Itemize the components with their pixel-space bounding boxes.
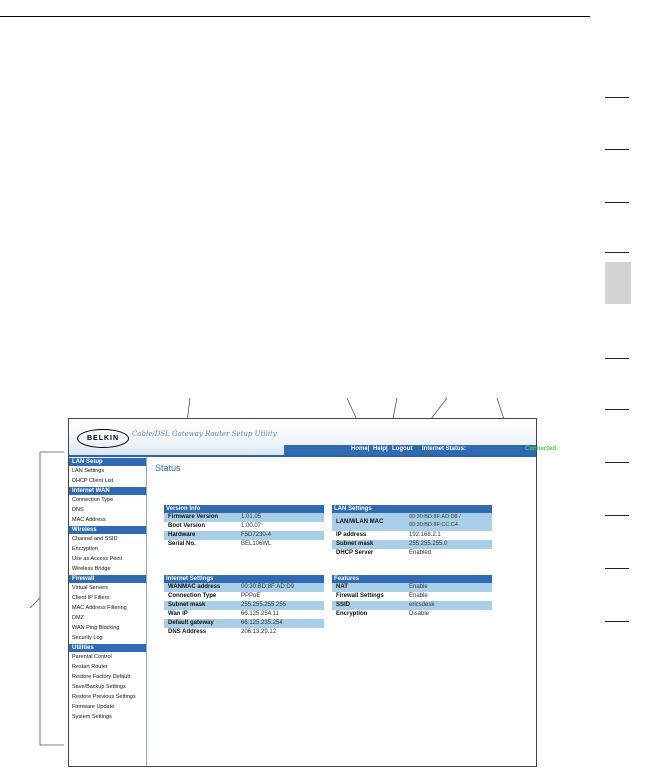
- panel-row-value: Enable: [409, 584, 428, 590]
- panel-row: [332, 601, 492, 610]
- callout-sidebar-leader: [30, 598, 40, 608]
- panel-row: [164, 601, 324, 610]
- sidebar-item[interactable]: LAN Settings: [72, 468, 105, 474]
- internet-status-label: Internet Status:: [422, 446, 467, 452]
- router-screenshot: [68, 418, 557, 767]
- sidebar-item[interactable]: Restart Router: [72, 664, 108, 670]
- panel-row: [332, 549, 492, 558]
- panel-row: [164, 540, 324, 549]
- panel-row: [164, 522, 324, 531]
- version-info-panel: [164, 505, 324, 549]
- panel-row-value: PPPoE: [241, 593, 261, 599]
- sidebar-heading: Internet WAN: [69, 487, 146, 495]
- logout-link[interactable]: Logout: [392, 446, 413, 452]
- panel-row-label: Subnet mask: [336, 541, 374, 547]
- callout-sidebar-bracket: [40, 452, 64, 745]
- panel-row: [164, 619, 324, 628]
- sidebar-item[interactable]: Restore Previous Settings: [72, 694, 136, 700]
- sidebar-menu: [69, 457, 147, 766]
- lan-settings-title: LAN Settings: [332, 505, 492, 513]
- panel-row-value: F5D7230-4: [241, 532, 272, 538]
- panel-row-value: 66.125.254.11: [241, 611, 279, 617]
- panel-row-label: Serial No.: [168, 541, 196, 547]
- panel-row-value: 1.01.05: [241, 514, 262, 520]
- sidebar-item[interactable]: Encryption: [72, 546, 98, 552]
- panel-row: [164, 628, 324, 637]
- sidebar-item[interactable]: Parental Control: [72, 654, 112, 660]
- panel-row-value: 255.255.255.0: [409, 541, 448, 547]
- internet-status-value: Connected: [525, 446, 557, 452]
- panel-row-value: 66.125.235.254: [241, 620, 283, 626]
- panel-row-value: 1.00.07: [241, 523, 262, 529]
- features-panel: [332, 575, 492, 619]
- sidebar-item[interactable]: Wireless Bridge: [72, 566, 111, 572]
- panel-row-label: Firmware Version: [168, 514, 219, 520]
- panel-row-label: Wan IP: [168, 611, 188, 617]
- panel-row-label: Encryption: [336, 611, 368, 617]
- sidebar-item[interactable]: Restore Factory Default: [72, 674, 131, 680]
- sidebar-heading: Firewall: [69, 575, 146, 583]
- sidebar-heading: Wireless: [69, 526, 146, 534]
- internet-settings-panel: [164, 575, 324, 637]
- panel-row-value: 00:30:BD:8F:AD:D8 / 00:30:BD:8F:CC:C4: [409, 514, 461, 528]
- panel-row: [164, 513, 324, 522]
- panel-row-label: LAN/WLAN MAC: [336, 519, 384, 525]
- app-title: Cable/DSL Gateway Router Setup Utility: [132, 430, 277, 438]
- features-title: Features: [332, 575, 492, 583]
- panel-row-label: Firewall Settings: [336, 593, 384, 599]
- sidebar-item[interactable]: WAN Ping Blocking: [72, 625, 120, 631]
- panel-row: [332, 540, 492, 549]
- panel-row-value: Disable: [409, 611, 430, 617]
- panel-row: [332, 610, 492, 619]
- panel-row-label: Hardware: [168, 532, 196, 538]
- panel-row-value: 255.255.255.255: [241, 602, 287, 608]
- panel-row: [332, 583, 492, 592]
- panel-row: [164, 531, 324, 540]
- panel-row-label: Default gateway: [168, 620, 214, 626]
- panel-row-value: Enabled: [409, 550, 432, 556]
- panel-row-label: Subnet mask: [168, 602, 206, 608]
- panel-row: [164, 583, 324, 592]
- sidebar-item[interactable]: Connection Type: [72, 497, 114, 503]
- panel-row-value: BEL106WL: [241, 541, 272, 547]
- sidebar-item[interactable]: Security Log: [72, 635, 103, 641]
- sidebar-item[interactable]: MAC Address: [72, 517, 106, 523]
- panel-row-label: DHCP Server: [336, 550, 374, 556]
- panel-row-value: 192.168.2.1: [409, 532, 441, 538]
- internet-settings-title: Internet Settings: [164, 575, 324, 583]
- panel-row-label: IP address: [336, 532, 367, 538]
- sidebar-item[interactable]: Client IP Filters: [72, 595, 110, 601]
- panel-row-label: NAT: [336, 584, 348, 590]
- sidebar-item[interactable]: DHCP Client List: [72, 478, 114, 484]
- panel-row: [332, 513, 492, 531]
- sidebar-item[interactable]: System Settings: [72, 714, 112, 720]
- top-nav-bar: [284, 445, 557, 455]
- sidebar-item[interactable]: DNS: [72, 507, 84, 513]
- sidebar-item[interactable]: MAC Address Filtering: [72, 605, 127, 611]
- panel-row-label: SSID: [336, 602, 351, 608]
- sidebar-item[interactable]: Firmware Update: [72, 704, 115, 710]
- sidebar-heading: Utilities: [69, 644, 146, 652]
- home-link[interactable]: Home|: [351, 446, 370, 452]
- panel-row-label: WANMAC address: [168, 584, 221, 590]
- sidebar-item[interactable]: Channel and SSID: [72, 536, 118, 542]
- panel-row-value: ericsdesk: [409, 602, 435, 608]
- router-banner: [69, 419, 557, 457]
- sidebar-item[interactable]: Virtual Servers: [72, 585, 108, 591]
- panel-row-value: 00:30:BD:8F:AD:D9: [241, 584, 295, 590]
- belkin-logo: BELKIN: [77, 429, 129, 448]
- panel-row: [164, 610, 324, 619]
- sidebar-item[interactable]: Use as Access Point: [72, 556, 123, 562]
- lan-settings-panel: [332, 505, 492, 558]
- panel-row-value: Enable: [409, 593, 428, 599]
- panel-row-value: 206.13.29.12: [241, 629, 277, 635]
- sidebar-item[interactable]: Save/Backup Settings: [72, 684, 126, 690]
- panel-row: [332, 592, 492, 601]
- panel-row: [164, 592, 324, 601]
- panel-row-label: Boot Version: [168, 523, 206, 529]
- panel-row-label: Connection Type: [168, 593, 217, 599]
- sidebar-item[interactable]: DMZ: [72, 615, 84, 621]
- page-title: Status: [155, 463, 181, 473]
- panel-row-label: DNS Address: [168, 629, 207, 635]
- sidebar-heading: LAN Setup: [69, 458, 146, 466]
- panel-row: [332, 531, 492, 540]
- help-link[interactable]: Help|: [373, 446, 388, 452]
- version-info-title: Version Info: [164, 505, 324, 513]
